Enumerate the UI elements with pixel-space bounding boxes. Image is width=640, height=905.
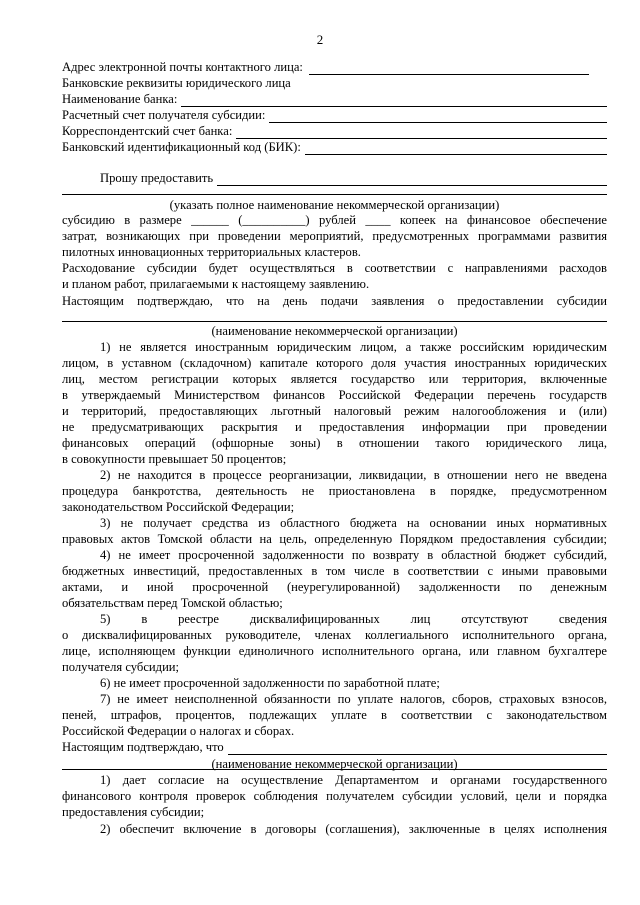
bank-name-field [62, 92, 607, 107]
subsidy-line: затрат, возникающих при проведении мероприятий, предусмотренных программами развития [62, 229, 607, 243]
bik-field [62, 140, 607, 155]
subsidy-line: субсидию в размере ______ (__________) рублей ____ копеек на финансовое обеспечение [62, 213, 607, 227]
subsidy-line: пилотных инновационных территориальных кластеров. [62, 245, 361, 259]
org-name-line [62, 194, 607, 195]
item-line: лице, исполняющем функции единоличного исполнительного органа, или главном бухгалтере [62, 644, 607, 658]
item-line: 1) не является иностранным юридическим лицом, а также российским юридическим [100, 340, 607, 354]
item-line: Российской Федерации о налогах и сборах. [62, 724, 295, 738]
confirm-line: Настоящим подтверждаю, что на день подачи заявления о предоставлении субсидии [62, 294, 607, 308]
item-line: 7) не имеет неисполненной обязанности по уплате налогов, сборов, страховых взносов, [100, 692, 607, 706]
corr-account-field [62, 124, 607, 139]
item-line: в совокупности превышает 50 процентов; [62, 452, 287, 466]
org-name-line [62, 321, 607, 322]
item2-line: 1) дает согласие на осуществление Департаментом и органами государственного [100, 773, 607, 787]
item-line: и территорий, предоставляющих льготный налоговый режим налогообложения и (или) [62, 404, 607, 418]
item-line: 5) в реестре дисквалифицированных лиц отсутствуют сведения [100, 612, 607, 626]
org-caption: (наименование некоммерческой организации) [211, 324, 458, 338]
org-caption: (наименование некоммерческой организации) [211, 757, 458, 771]
request-field [100, 171, 607, 186]
account-label: Расчетный счет получателя субсидии: [62, 108, 266, 122]
item2-line: финансового контроля проверок соблюдения получателем субсидии условий, цели и порядка [62, 789, 607, 803]
item-line: правовых актов Томской области на цель, определенную Порядком предоставления субсидии; [62, 532, 607, 546]
org-full-caption: (указать полное наименование некоммерческой организации) [169, 198, 500, 212]
item-line: о дисквалифицированных руководителе, членах коллегиального исполнительного органа, [62, 628, 607, 642]
request-blank [217, 174, 607, 186]
item-line: обязательствам перед Томской областью; [62, 596, 283, 610]
confirm2-field [62, 740, 607, 755]
bik-blank [305, 143, 607, 155]
item-line: финансовых операций (офшорные зоны) в отношении такого юридического лица, [62, 436, 607, 450]
email-field [62, 60, 607, 75]
item-line: лицом, в уставном (складочном) капитале которого доля участия иностранных юридических [62, 356, 607, 370]
confirm2-label: Настоящим подтверждаю, что [62, 740, 224, 754]
bank-name-label: Наименование банка: [62, 92, 178, 106]
spending-line: и планом работ, прилагаемыми к настоящему заявлению. [62, 277, 370, 291]
spending-line: Расходование субсидии будет осуществляться в соответствии с направлениями расходов [62, 261, 607, 275]
bik-label: Банковский идентификационный код (БИК): [62, 140, 301, 154]
item-line: не предусматривающих раскрытия и предоставления информации при проведении [62, 420, 607, 434]
bank-details-label: Банковские реквизиты юридического лица [62, 76, 291, 90]
corr-account-blank [236, 127, 607, 139]
bank-name-blank [181, 95, 607, 107]
item2-line: предоставления субсидии; [62, 805, 205, 819]
request-label: Прошу предоставить [100, 171, 214, 185]
item-line: 4) не имеет просроченной задолженности по возврату в областной бюджет субсидий, [100, 548, 607, 562]
item-line: бюджетных инвестиций, предоставленных в том числе в соответствии с иными правовыми [62, 564, 607, 578]
item-line: процедура банкротства, деятельность не приостановлена в порядке, предусмотренном [62, 484, 607, 498]
item2-line: 2) обеспечит включение в договоры (соглашения), заключенные в целях исполнения [100, 822, 607, 836]
item-line: в утверждаемый Министерством финансов Российской Федерации перечень государств [62, 388, 607, 402]
account-field [62, 108, 607, 123]
item-line: лиц, местом регистрации которых является государство или территория, включенные [62, 372, 607, 386]
item-line: 2) не находится в процессе реорганизации, ликвидации, в отношении него не введена [100, 468, 607, 482]
confirm2-blank [228, 743, 607, 755]
item-line: пеней, штрафов, процентов, подлежащих уплате в соответствии с законодательством [62, 708, 607, 722]
item-line: 6) не имеет просроченной задолженности по заработной плате; [100, 676, 440, 690]
item-line: 3) не получает средства из областного бюджета на основании иных нормативных [100, 516, 607, 530]
item-line: актами, и иной просроченной (неурегулированной) задолженности по денежным [62, 580, 607, 594]
email-blank [309, 63, 589, 75]
corr-account-label: Корреспондентский счет банка: [62, 124, 233, 138]
account-blank [269, 111, 607, 123]
page-number: 2 [316, 32, 324, 47]
item-line: законодательством Российской Федерации; [62, 500, 295, 514]
email-label: Адрес электронной почты контактного лица: [62, 60, 303, 74]
item-line: получателя субсидии; [62, 660, 180, 674]
